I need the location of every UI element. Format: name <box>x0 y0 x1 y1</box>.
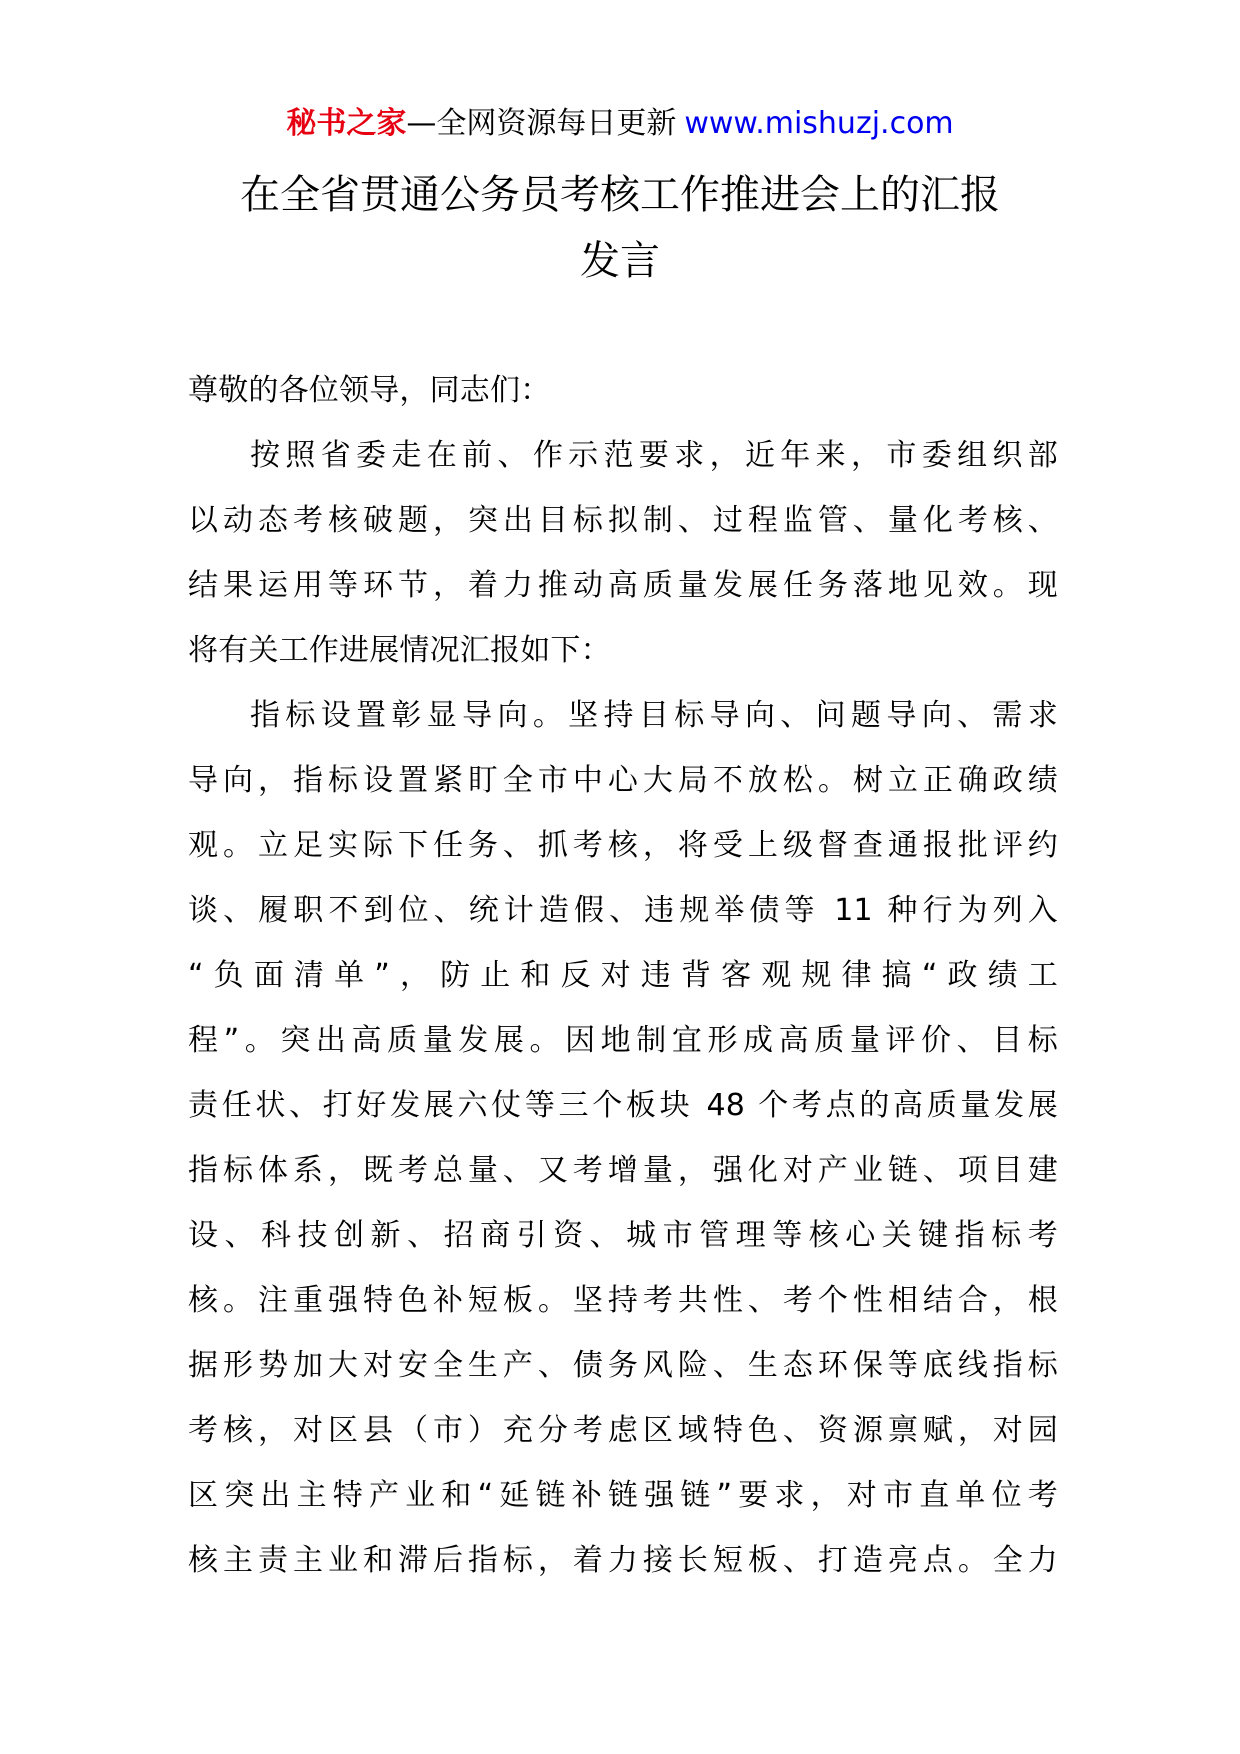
paragraph-line: 将有关工作进展情况汇报如下： <box>188 633 611 668</box>
paragraph-line: 按照省委走在前、作示范要求，近年来，市委组织部 <box>250 438 1058 473</box>
paragraph-line: 考核，对区县（市）充分考虑区域特色、资源禀赋，对园 <box>188 1413 1058 1448</box>
paragraph-line: “负面清单”，防止和反对违背客观规律搞“政绩工 <box>188 958 1058 993</box>
paragraph-line: 导向，指标设置紧盯全市中心大局不放松。树立正确政绩 <box>188 763 1058 798</box>
paragraph-line: 以动态考核破题，突出目标拟制、过程监管、量化考核、 <box>188 503 1058 538</box>
site-url-link[interactable]: www.mishuzj.com <box>684 106 954 141</box>
paragraph-line: 设、科技创新、招商引资、城市管理等核心关键指标考 <box>188 1218 1058 1253</box>
salutation: 尊敬的各位领导，同志们： <box>188 373 551 408</box>
paragraph-line: 谈、履职不到位、统计造假、违规举债等 11 种行为列入 <box>188 893 1058 928</box>
document-body <box>188 358 1058 1593</box>
paragraph-line: 责任状、打好发展六仗等三个板块 48 个考点的高质量发展 <box>188 1088 1058 1123</box>
paragraph-intro <box>188 423 1058 683</box>
title-line-2: 发言 <box>580 238 660 284</box>
paragraph-line: 区突出主特产业和“延链补链强链”要求，对市直单位考 <box>188 1478 1058 1513</box>
paragraph-indicators <box>188 683 1058 1593</box>
site-brand: 秘书之家 <box>286 106 407 141</box>
site-header <box>0 100 1240 148</box>
paragraph-line: 核主责主业和滞后指标，着力接长短板、打造亮点。全力 <box>188 1543 1058 1578</box>
paragraph-line: 观。立足实际下任务、抓考核，将受上级督查通报批评约 <box>188 828 1058 863</box>
site-tagline: —全网资源每日更新 <box>406 106 677 141</box>
paragraph-line: 结果运用等环节，着力推动高质量发展任务落地见效。现 <box>188 568 1058 603</box>
title-line-1: 在全省贯通公务员考核工作推进会上的汇报 <box>240 172 1000 218</box>
paragraph-line: 指标设置彰显导向。坚持目标导向、问题导向、需求 <box>250 698 1058 733</box>
document-title <box>0 162 1240 294</box>
paragraph-line: 程”。突出高质量发展。因地制宜形成高质量评价、目标 <box>188 1023 1058 1058</box>
paragraph-line: 据形势加大对安全生产、债务风险、生态环保等底线指标 <box>188 1348 1058 1383</box>
paragraph-line: 核。注重强特色补短板。坚持考共性、考个性相结合，根 <box>188 1283 1058 1318</box>
paragraph-line: 指标体系，既考总量、又考增量，强化对产业链、项目建 <box>188 1153 1058 1188</box>
